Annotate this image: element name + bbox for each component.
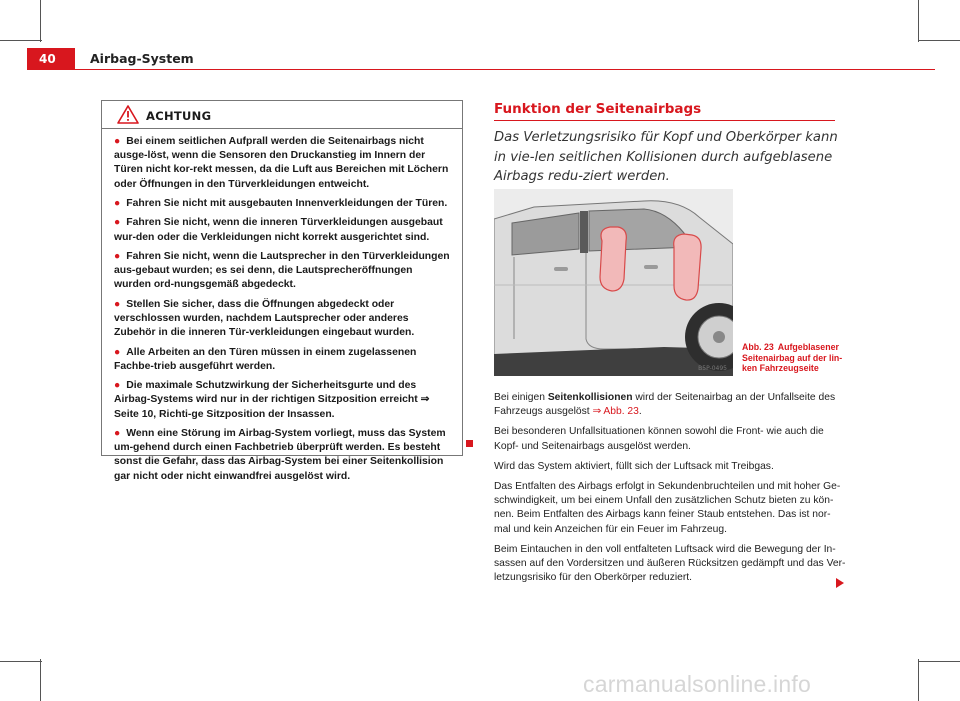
warning-item: ● Die maximale Schutzwirkung der Sicherheitsgurte und des Airbag-Systems wird nur in der richtigen Sitzposition erreicht ⇒ Seite 10, Richti-ge Sitzposition der Insassen. xyxy=(114,380,430,420)
crop-mark xyxy=(0,40,42,41)
watermark: carmanualsonline.info xyxy=(583,671,811,697)
bullet-icon: ● xyxy=(114,380,121,392)
car-side-airbag-illustration xyxy=(494,189,733,376)
figure-caption-text: Aufgeblasener Seitenairbag auf der lin-ken Fahrzeugseite xyxy=(742,342,843,373)
bullet-icon: ● xyxy=(114,298,121,310)
warning-item: ● Wenn eine Störung im Airbag-System vorliegt, muss das System um-gehend durch einen Fachbetrieb überprüft werden. Es besteht sonst die Gefahr, dass das Airbag-System bei einer Seitenkollision gar nicht oder nicht einwandfrei ausgelöst wird. xyxy=(114,427,446,482)
warning-triangle-icon xyxy=(117,105,139,128)
door-handle xyxy=(554,267,568,271)
bullet-icon: ● xyxy=(114,346,121,358)
warning-item: ● Fahren Sie nicht mit ausgebauten Innenverkleidungen der Türen. xyxy=(114,198,448,209)
crop-mark xyxy=(918,661,960,662)
warning-header xyxy=(102,101,462,129)
end-mark-icon xyxy=(466,440,473,447)
running-header-title: Airbag-System xyxy=(90,51,194,66)
figure-caption xyxy=(742,342,852,374)
warning-box xyxy=(101,100,463,482)
crop-mark xyxy=(918,40,960,41)
paragraph: Beim Eintauchen in den voll entfalteten Luftsack wird die Bewegung der In-sassen auf den Vordersitzen und äußeren Rücksitzen gedämpft und das Ver-letzungsrisiko für den Oberkörper reduziert. xyxy=(494,543,846,584)
figure-code: B5P-0495 xyxy=(698,365,727,372)
bullet-icon: ● xyxy=(114,136,121,147)
figure-label: Abb. 23 xyxy=(742,342,774,352)
crop-mark xyxy=(918,659,919,701)
figure-reference-link[interactable]: ⇒ Abb. 23 xyxy=(592,406,639,418)
paragraph: Bei einigen Seitenkollisionen wird der Seitenairbag an der Unfallseite des Fahrzeugs ausgelöst ⇒ Abb. 23. xyxy=(494,392,836,418)
warning-item: ● Bei einem seitlichen Aufprall werden die Seitenairbags nicht ausge-löst, wenn die Sensoren den Druckanstieg im Innern der Türen nicht kor-rekt messen, da die Luft aus Bereichen mit Löchern oder Öffnungen in den Türverkleidungen entweicht. xyxy=(114,136,449,190)
header-rule xyxy=(75,69,935,70)
section-title: Funktion der Seitenairbags xyxy=(494,101,702,117)
continue-arrow-icon xyxy=(836,578,844,588)
warning-item: ● Stellen Sie sicher, dass die Öffnungen abgedeckt oder verschlossen wurden, nachdem Lautsprecher oder anderes Zubehör in die inneren Tür-verkleidungen eingebaut wurden. xyxy=(114,298,415,339)
b-pillar xyxy=(580,211,588,253)
crop-mark xyxy=(0,661,42,662)
front-side-airbag xyxy=(674,234,701,300)
page-number: 40 xyxy=(39,52,56,66)
section-intro: Das Verletzungsrisiko für Kopf und Oberkörper kann in vie-len seitlichen Kollisionen durch aufgeblasene Airbags redu-ziert werden. xyxy=(494,130,838,184)
rear-side-airbag xyxy=(600,227,626,291)
warning-title: ACHTUNG xyxy=(146,109,212,123)
section-rule xyxy=(494,120,835,121)
warning-item: ● Fahren Sie nicht, wenn die inneren Türverkleidungen ausgebaut wur-den oder die Verkleidungen nicht korrekt ausgerichtet sind. xyxy=(114,217,443,243)
bullet-icon: ● xyxy=(114,217,121,229)
warning-item: ● Alle Arbeiten an den Türen müssen in einem zugelassenen Fachbe-trieb ausgeführt werden. xyxy=(114,346,417,372)
bullet-icon: ● xyxy=(114,250,121,262)
warning-item: ● Fahren Sie nicht, wenn die Lautsprecher in den Türverkleidungen aus-gebaut wurden; es sei denn, die Lautsprecheröffnungen wurden ord-nungsgemäß abgedeckt. xyxy=(114,250,450,291)
page-number-tab xyxy=(27,48,75,70)
paragraph: Bei besonderen Unfallsituationen können sowohl die Front- wie auch die Kopf- und Seitenairbags ausgelöst werden. xyxy=(494,426,824,452)
door-handle xyxy=(644,265,658,269)
bullet-icon: ● xyxy=(114,198,121,209)
body-text xyxy=(494,391,846,591)
crop-mark xyxy=(40,659,41,701)
paragraph: Das Entfalten des Airbags erfolgt in Sekundenbruchteilen und mit hoher Ge-schwindigkeit, um bei einem Unfall den zusätzlichen Schutz bieten zu kön-nen. Beim Entfalten des Airbags kann feiner Staub entstehen. Das ist nor-mal und kein Anzeichen für ein Feuer im Fahrzeug. xyxy=(494,481,841,535)
paragraph: Wird das System aktiviert, füllt sich der Luftsack mit Treibgas. xyxy=(494,460,774,472)
crop-mark xyxy=(918,0,919,42)
bullet-icon: ● xyxy=(114,427,121,439)
crop-mark xyxy=(40,0,41,42)
term-seitenkollisionen: Seitenkollisionen xyxy=(547,392,633,403)
warning-list xyxy=(102,129,462,484)
